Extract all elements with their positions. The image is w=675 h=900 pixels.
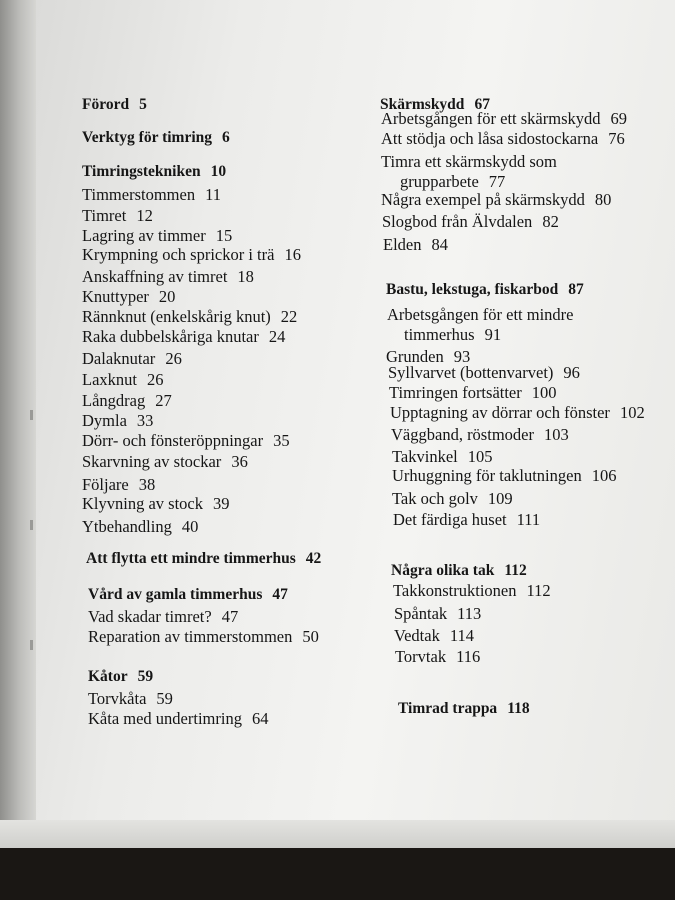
toc-entry-title: Upptagning av dörrar och fönster — [390, 403, 610, 422]
toc-page-number: 27 — [155, 391, 172, 410]
toc-page-number: 5 — [139, 96, 147, 113]
toc-entry — [82, 370, 164, 390]
toc-entry — [82, 517, 198, 537]
toc-section-heading — [88, 668, 153, 686]
toc-entry-title: Grunden — [386, 347, 444, 366]
toc-page-number: 59 — [137, 668, 154, 685]
toc-entry — [381, 109, 627, 129]
toc-entry-title: Timringen fortsätter — [389, 383, 522, 402]
toc-entry — [82, 327, 285, 347]
toc-entry-title: Arbetsgången för ett mindre — [387, 305, 574, 324]
toc-section-heading — [391, 562, 527, 580]
toc-page-number: 103 — [543, 425, 569, 444]
book-spine — [0, 0, 36, 848]
toc-entry — [82, 494, 230, 514]
toc-page-number: 22 — [280, 307, 298, 326]
toc-entry-title: Slogbod från Älvdalen — [382, 212, 533, 231]
toc-entry-title: Laxknut — [82, 370, 137, 389]
toc-entry — [381, 190, 611, 210]
toc-page-number: 36 — [231, 452, 248, 471]
toc-entry — [82, 349, 182, 369]
toc-entry — [383, 235, 448, 255]
toc-entry — [88, 627, 319, 647]
toc-page-number: 106 — [591, 466, 617, 485]
toc-entry-title: Klyvning av stock — [82, 494, 203, 513]
toc-entry — [381, 152, 567, 172]
toc-section-heading — [88, 586, 288, 604]
toc-page-number: 47 — [221, 607, 239, 626]
toc-entry — [82, 431, 290, 451]
toc-section-heading — [82, 163, 226, 181]
toc-page-number: 105 — [467, 447, 493, 466]
toc-entry — [82, 287, 175, 307]
toc-entry-title: Lagring av timmer — [82, 226, 206, 245]
toc-page-number: 69 — [610, 109, 627, 128]
toc-entry-title: Tak och golv — [392, 489, 478, 508]
toc-page-number: 26 — [147, 370, 164, 389]
toc-page-number: 109 — [487, 489, 513, 508]
toc-page-number: 38 — [138, 475, 156, 494]
toc-page-number: 112 — [504, 562, 527, 579]
toc-entry-title: Väggband, röstmoder — [391, 425, 534, 444]
toc-entry-title: Elden — [383, 235, 422, 254]
toc-page-number: 50 — [302, 627, 319, 646]
toc-entry — [394, 626, 474, 646]
toc-entry-title: Några exempel på skärmskydd — [381, 190, 585, 209]
toc-entry-title: Takvinkel — [392, 447, 458, 466]
toc-entry — [381, 129, 625, 149]
toc-page-number: 24 — [268, 327, 286, 346]
toc-entry-title: Skarvning av stockar — [82, 452, 222, 471]
toc-page-number: 118 — [507, 700, 530, 717]
toc-entry-title: Bastu, lekstuga, fiskarbod — [386, 281, 559, 298]
toc-entry-title: Följare — [82, 475, 129, 494]
toc-page-number: 42 — [305, 550, 322, 567]
toc-page-number: 64 — [251, 709, 269, 728]
toc-entry-title: Torvtak — [395, 647, 447, 666]
toc-entry — [82, 475, 155, 495]
toc-entry — [400, 172, 505, 192]
binding-stitch — [30, 520, 33, 530]
toc-entry — [382, 212, 559, 232]
toc-entry-title: Syllvarvet (bottenvarvet) — [388, 363, 554, 382]
toc-page-number: 33 — [136, 411, 154, 430]
toc-page-number: 80 — [594, 190, 612, 209]
toc-entry-title: Knuttyper — [82, 287, 149, 306]
toc-entry-title: Att flytta ett mindre timmerhus — [86, 550, 296, 567]
toc-page-number: 116 — [456, 647, 481, 666]
toc-section-heading — [86, 550, 321, 568]
toc-entry-title: Vedtak — [394, 626, 440, 645]
toc-section-heading — [82, 96, 147, 114]
toc-entry — [392, 447, 493, 467]
toc-page-number: 39 — [213, 494, 230, 513]
toc-page-number: 59 — [156, 689, 173, 708]
toc-entry — [82, 391, 172, 411]
toc-page-number: 111 — [516, 510, 541, 529]
toc-entry-title: Timra ett skärmskydd som — [381, 152, 557, 171]
toc-entry-title: Spåntak — [394, 604, 448, 623]
toc-entry-title: Torvkåta — [88, 689, 147, 708]
toc-entry — [392, 489, 513, 509]
toc-entry-title: Arbetsgången för ett skärmskydd — [381, 109, 601, 128]
toc-entry-title: Att stödja och låsa sidostockarna — [381, 129, 599, 148]
toc-entry — [394, 604, 481, 624]
page-bottom-edge — [0, 820, 675, 848]
toc-entry-title: timmerhus — [404, 325, 475, 344]
toc-entry — [393, 510, 540, 530]
toc-page-number: 26 — [165, 349, 182, 368]
toc-entry-title: Takkonstruktionen — [393, 581, 517, 600]
toc-entry-title: Rännknut (enkelskårig knut) — [82, 307, 271, 326]
toc-page-number: 10 — [210, 163, 227, 180]
toc-entry-title: Ytbehandling — [82, 517, 172, 536]
toc-page-number: 67 — [474, 96, 490, 113]
toc-page-number: 114 — [449, 626, 474, 645]
toc-entry-title: Vad skadar timret? — [88, 607, 212, 626]
toc-entry — [82, 411, 153, 431]
toc-entry — [88, 709, 268, 729]
toc-entry — [82, 245, 301, 265]
toc-entry — [392, 466, 616, 486]
toc-entry-title: Vård av gamla timmerhus — [88, 586, 263, 603]
toc-entry-title: Timringstekniken — [82, 163, 201, 180]
toc-entry — [88, 689, 173, 709]
toc-entry-title: Några olika tak — [391, 562, 495, 579]
toc-entry — [82, 185, 221, 205]
toc-entry — [390, 403, 645, 423]
toc-section-heading — [82, 129, 230, 147]
toc-entry-title: Krympning och sprickor i trä — [82, 245, 275, 264]
toc-page-number: 113 — [457, 604, 482, 623]
toc-entry-title: Långdrag — [82, 391, 146, 410]
toc-entry — [391, 425, 569, 445]
toc-page-number: 47 — [272, 586, 288, 603]
toc-entry — [395, 647, 480, 667]
toc-page-number: 40 — [181, 517, 199, 536]
toc-entry-title: Det färdiga huset — [393, 510, 507, 529]
toc-page-number: 87 — [568, 281, 584, 298]
toc-page-number: 77 — [488, 172, 506, 191]
toc-entry — [82, 452, 248, 472]
toc-page-number: 100 — [531, 383, 557, 402]
toc-entry-title: Timret — [82, 206, 127, 225]
toc-entry-title: Anskaffning av timret — [82, 267, 228, 286]
toc-entry — [88, 607, 238, 627]
toc-page-number: 93 — [453, 347, 471, 366]
toc-page-number: 12 — [136, 206, 153, 225]
toc-page-number: 20 — [158, 287, 176, 306]
toc-entry — [404, 325, 501, 345]
toc-section-heading — [398, 700, 530, 718]
toc-entry — [387, 305, 583, 325]
toc-page-number: 76 — [608, 129, 625, 148]
toc-entry-title: Raka dubbelskåriga knutar — [82, 327, 259, 346]
toc-entry-title: Dalaknutar — [82, 349, 156, 368]
toc-entry-title: Kåtor — [88, 668, 128, 685]
toc-entry-title: Verktyg för timring — [82, 129, 213, 146]
toc-entry-title: Skärmskydd — [380, 96, 465, 113]
toc-entry — [82, 226, 232, 246]
toc-entry-title: Timrad trappa — [398, 700, 498, 717]
toc-entry-title: Kåta med undertimring — [88, 709, 242, 728]
toc-entry-title: Dymla — [82, 411, 127, 430]
toc-entry — [82, 307, 297, 327]
toc-page-number: 102 — [619, 403, 645, 422]
toc-page-number: 11 — [205, 185, 221, 204]
toc-entry — [389, 383, 557, 403]
toc-page-number: 91 — [484, 325, 502, 344]
toc-entry-title: Dörr- och fönsteröppningar — [82, 431, 264, 450]
toc-page-number: 112 — [526, 581, 551, 600]
toc-entry-title: Förord — [82, 96, 130, 113]
toc-page-number: 82 — [542, 212, 559, 231]
binding-stitch — [30, 640, 33, 650]
toc-page-number: 6 — [222, 129, 230, 146]
toc-page-number: 15 — [215, 226, 233, 245]
toc-page-number: 18 — [237, 267, 254, 286]
toc-entry-title: Reparation av timmerstommen — [88, 627, 293, 646]
toc-page-number: 84 — [431, 235, 448, 254]
toc-entry — [82, 206, 153, 226]
toc-entry-title: Urhuggning för taklutningen — [392, 466, 582, 485]
toc-entry — [82, 267, 254, 287]
toc-entry-title: Timmerstommen — [82, 185, 196, 204]
binding-stitch — [30, 410, 33, 420]
toc-entry — [393, 581, 551, 601]
toc-entry — [388, 363, 580, 383]
toc-page-number: 16 — [284, 245, 301, 264]
toc-page-number: 96 — [563, 363, 580, 382]
toc-page-number: 35 — [273, 431, 290, 450]
toc-section-heading — [386, 281, 584, 299]
toc-entry-title: grupparbete — [400, 172, 479, 191]
